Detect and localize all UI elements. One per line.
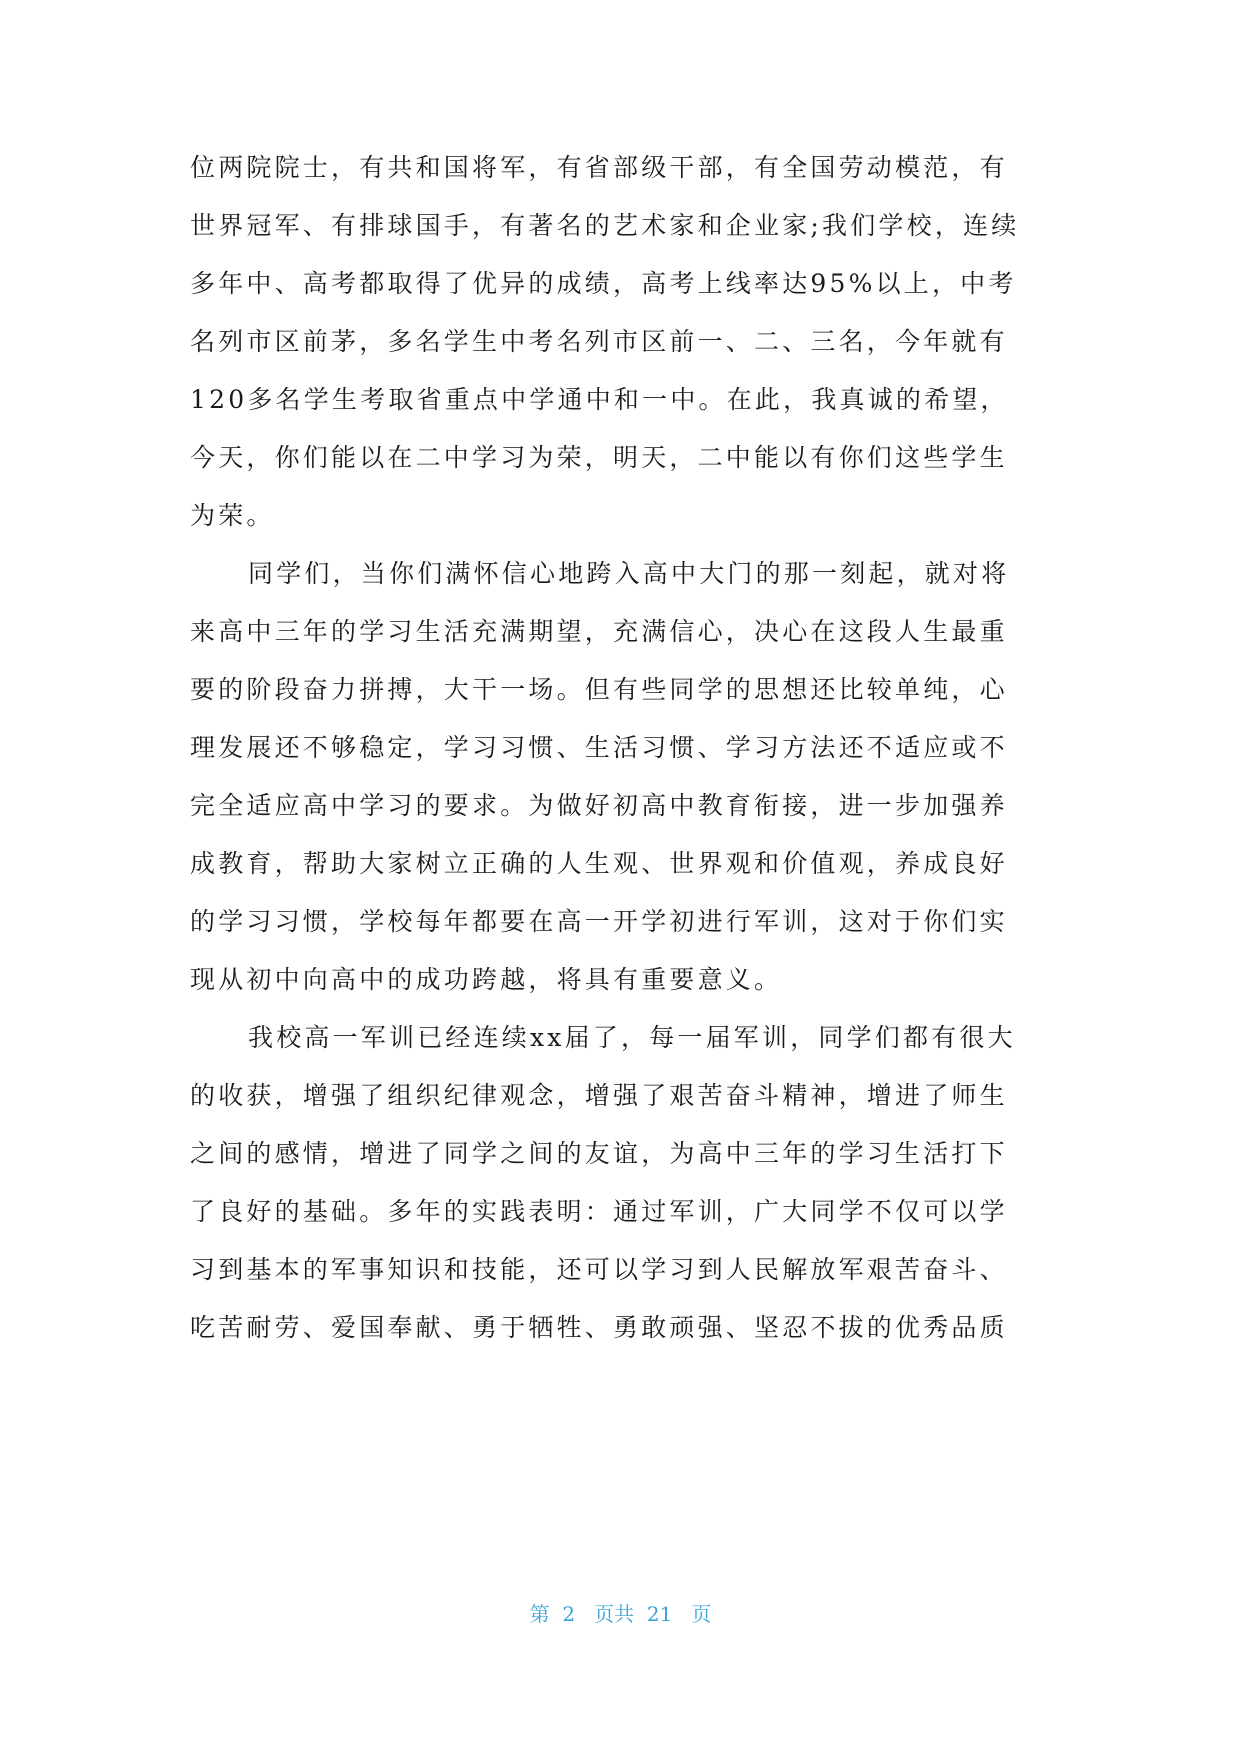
text-line: 为荣。	[190, 501, 275, 530]
text-line: 吃苦耐劳、爱国奉献、勇于牺牲、勇敢顽强、坚忍不拔的优秀品质	[190, 1313, 1008, 1342]
text-line: 120多名学生考取省重点中学通中和一中。在此，我真诚的希望，	[190, 385, 1009, 414]
text-line: 习到基本的军事知识和技能，还可以学习到人民解放军艰苦奋斗、	[190, 1255, 1008, 1284]
text-line: 来高中三年的学习生活充满期望，充满信心，决心在这段人生最重	[190, 617, 1008, 646]
text-line: 位两院院士，有共和国将军，有省部级干部，有全国劳动模范，有	[190, 153, 1008, 182]
text-line: 之间的感情，增进了同学之间的友谊，为高中三年的学习生活打下	[190, 1139, 1008, 1168]
footer-suffix: 页	[691, 1602, 712, 1626]
text-line: 要的阶段奋力拼搏，大干一场。但有些同学的思想还比较单纯，心	[190, 675, 1008, 704]
footer-middle: 页共	[594, 1602, 635, 1626]
text-line: 今天，你们能以在二中学习为荣，明天，二中能以有你们这些学生	[190, 443, 1008, 472]
text-line: 完全适应高中学习的要求。为做好初高中教育衔接，进一步加强养	[190, 791, 1008, 820]
text-line: 多年中、高考都取得了优异的成绩，高考上线率达95%以上，中考	[190, 269, 1017, 298]
text-line: 理发展还不够稳定，学习习惯、生活习惯、学习方法还不适应或不	[190, 733, 1008, 762]
text-line: 世界冠军、有排球国手，有著名的艺术家和企业家;我们学校，连续	[190, 211, 1020, 240]
text-line: 了良好的基础。多年的实践表明：通过军训，广大同学不仅可以学	[190, 1197, 1008, 1226]
paragraph-first-line: 我校高一军训已经连续xx届了，每一届军训，同学们都有很大	[248, 1023, 1016, 1052]
footer-prefix: 第	[529, 1602, 550, 1626]
page-footer	[0, 1598, 1241, 1627]
footer-total-pages: 21	[646, 1602, 673, 1626]
text-line: 的学习习惯，学校每年都要在高一开学初进行军训，这对于你们实	[190, 907, 1008, 936]
paragraph-first-line: 同学们，当你们满怀信心地跨入高中大门的那一刻起，就对将	[248, 559, 1010, 588]
text-line: 名列市区前茅，多名学生中考名列市区前一、二、三名，今年就有	[190, 327, 1008, 356]
footer-current-page: 2	[562, 1602, 576, 1626]
text-line: 的收获，增强了组织纪律观念，增强了艰苦奋斗精神，增进了师生	[190, 1081, 1008, 1110]
text-line: 现从初中向高中的成功跨越，将具有重要意义。	[190, 965, 783, 994]
text-line: 成教育，帮助大家树立正确的人生观、世界观和价值观，养成良好	[190, 849, 1008, 878]
